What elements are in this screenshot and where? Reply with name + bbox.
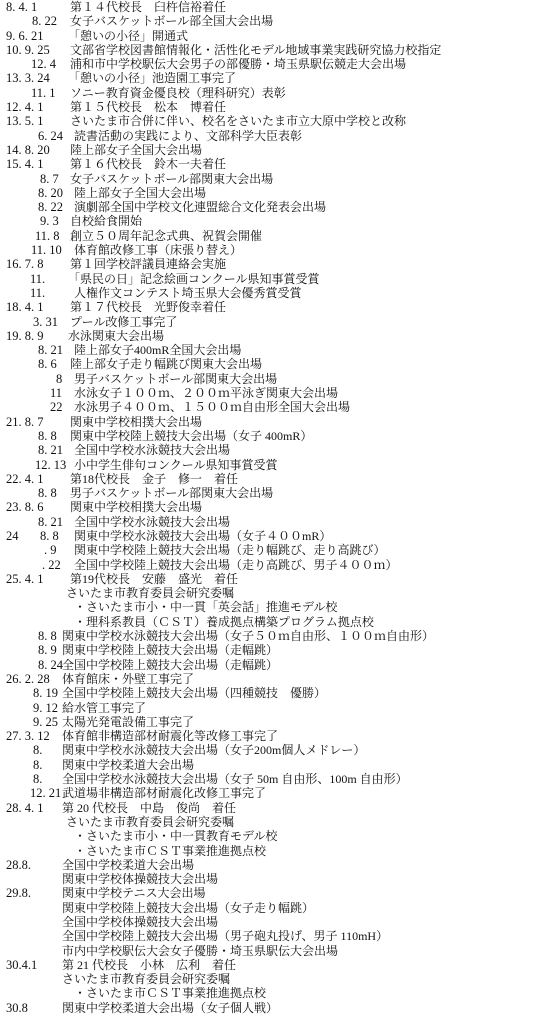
entry-date: 11 bbox=[50, 386, 63, 401]
history-entry bbox=[0, 815, 533, 829]
entry-text: 関東中学校水泳競技大会出場（女子200m個人メドレー） bbox=[62, 743, 366, 758]
history-entry bbox=[0, 343, 533, 357]
history-entry bbox=[0, 129, 533, 143]
history-entry bbox=[0, 229, 533, 243]
history-entry bbox=[0, 458, 533, 472]
entry-date: 8. 20 bbox=[38, 185, 63, 200]
entry-text: 「県民の日」記念絵画コンクール県知事賞受賞 bbox=[68, 271, 320, 286]
entry-text: 第１回学校評議員連絡会実施 bbox=[70, 257, 227, 272]
entry-text: 第19代校長 安藤 盛光 着任 bbox=[70, 571, 239, 586]
entry-date: 8. 19 bbox=[33, 686, 58, 701]
entry-text: 関東中学校柔道大会出場（女子個人戦） bbox=[62, 1000, 279, 1015]
entry-text: 自校給食開始 bbox=[70, 214, 143, 229]
history-entry bbox=[0, 486, 533, 500]
entry-text: 体育館床・外壁工事完了 bbox=[62, 671, 195, 686]
history-entry bbox=[0, 186, 533, 200]
entry-text: 第１７代校長 光野俊幸着任 bbox=[70, 300, 227, 315]
entry-text: さいたま市合併に伴い、校名をさいたま市立大原中学校と改称 bbox=[70, 114, 407, 129]
entry-text: さいたま市教育委員会研究委嘱 bbox=[66, 814, 235, 829]
entry-date: 19. 8. 9 bbox=[6, 328, 44, 343]
entry-text: 読書活動の実践により、文部科学大臣表彰 bbox=[74, 128, 303, 143]
entry-date: 8. 8 bbox=[40, 528, 59, 543]
entry-text: 給水管工事完了 bbox=[62, 700, 147, 715]
entry-text: 「憩いの小径」池造園工事完了 bbox=[68, 71, 237, 86]
entry-date: 8. 8 bbox=[38, 629, 57, 644]
history-entry bbox=[0, 257, 533, 271]
entry-text: 関東中学校水泳競技大会出場（女子４００mR） bbox=[74, 528, 332, 543]
history-entry bbox=[0, 57, 533, 71]
entry-text: 全国中学校陸上競技大会出場（男子砲丸投げ、男子 110mH） bbox=[62, 929, 389, 944]
entry-text: 全国中学校水泳競技大会出場（女子 50m 自由形、100m 自由形） bbox=[62, 772, 408, 787]
history-entry bbox=[0, 372, 533, 386]
history-entry bbox=[0, 844, 533, 858]
history-entry bbox=[0, 729, 533, 743]
history-entry bbox=[0, 172, 533, 186]
entry-date: 12. 21 bbox=[30, 786, 62, 801]
history-entry bbox=[0, 315, 533, 329]
history-entry bbox=[0, 543, 533, 557]
history-entry bbox=[0, 86, 533, 100]
history-entry bbox=[0, 829, 533, 843]
history-entry bbox=[0, 43, 533, 57]
entry-date: 11. bbox=[30, 285, 46, 300]
history-entry bbox=[0, 71, 533, 85]
entry-text: 市内中学校駅伝大会女子優勝・埼玉県駅伝大会出場 bbox=[62, 943, 339, 958]
entry-date: 11. 1 bbox=[31, 85, 56, 100]
history-entry bbox=[0, 643, 533, 657]
entry-year: 24 bbox=[6, 528, 19, 543]
history-entry bbox=[0, 500, 533, 514]
entry-text: 第 20 代校長 中島 俊尚 着任 bbox=[62, 800, 237, 815]
entry-text: 創立５０周年記念式典、祝賀会開催 bbox=[70, 228, 263, 243]
history-entry bbox=[0, 886, 533, 900]
entry-text: 第18代校長 金子 修一 着任 bbox=[70, 471, 239, 486]
entry-text: 関東中学校陸上競技大会出場（女子 400mR） bbox=[70, 428, 313, 443]
entry-text: 体育館非構造部材耐震化等改修工事完了 bbox=[62, 729, 279, 744]
entry-date: 27. 3. 12 bbox=[6, 729, 50, 744]
entry-text: 関東中学校陸上競技大会出場（走幅跳） bbox=[62, 643, 279, 658]
entry-text: 陸上部女子全国大会出場 bbox=[70, 142, 203, 157]
entry-date: 12. 4 bbox=[31, 57, 56, 72]
entry-date: 8. 9 bbox=[38, 643, 57, 658]
history-entry bbox=[0, 100, 533, 114]
entry-text: さいたま市教育委員会研究委嘱 bbox=[66, 586, 235, 601]
history-entry bbox=[0, 615, 533, 629]
history-entry bbox=[0, 986, 533, 1000]
history-entry bbox=[0, 14, 533, 28]
entry-text: プール改修工事完了 bbox=[70, 314, 178, 329]
entry-text: 陸上部女子400mR全国大会出場 bbox=[74, 343, 242, 358]
history-entry bbox=[0, 300, 533, 314]
history-entry bbox=[0, 157, 533, 171]
history-entry bbox=[0, 872, 533, 886]
entry-date: 10. 9. 25 bbox=[6, 42, 50, 57]
history-entry bbox=[0, 1001, 533, 1015]
entry-text: 関東中学校体操競技大会出場 bbox=[62, 872, 219, 887]
entry-date: 8. 21 bbox=[38, 514, 63, 529]
history-entry bbox=[0, 858, 533, 872]
entry-text: 水泳女子１００ｍ、２００ｍ平泳ぎ関東大会出場 bbox=[74, 386, 339, 401]
entry-text: ソニー教育資金優良校（理科研究）表彰 bbox=[70, 85, 286, 100]
entry-date: . 22 bbox=[42, 557, 61, 572]
entry-text: 関東中学校テニス大会出場 bbox=[62, 886, 206, 901]
entry-date: 8. 21 bbox=[38, 443, 63, 458]
entry-text: ・さいたま市小・中一貫教育モデル校 bbox=[74, 829, 278, 844]
entry-text: さいたま市教育委員会研究委嘱 bbox=[62, 972, 231, 987]
entry-date: 9. 12 bbox=[33, 700, 58, 715]
entry-date: 14. 8. 20 bbox=[6, 142, 50, 157]
entry-date: 16. 7. 8 bbox=[6, 257, 44, 272]
history-entry bbox=[0, 143, 533, 157]
entry-date: 25. 4. 1 bbox=[6, 571, 44, 586]
entry-text: 陸上部女子全国大会出場 bbox=[74, 185, 207, 200]
entry-date: 8. 7 bbox=[40, 171, 59, 186]
history-entry bbox=[0, 772, 533, 786]
history-entry bbox=[0, 715, 533, 729]
history-entry bbox=[0, 572, 533, 586]
entry-text: 全国中学校陸上競技大会出場（走り高跳び、男子４００ｍ） bbox=[74, 557, 398, 572]
history-entry bbox=[0, 357, 533, 371]
history-entry bbox=[0, 944, 533, 958]
entry-date: 8. 22 bbox=[32, 14, 57, 29]
entry-date: 26. 2. 28 bbox=[6, 671, 50, 686]
entry-date: 28. 4. 1 bbox=[6, 800, 44, 815]
entry-text: ・さいたま市小・中一貫「英会話」推進モデル校 bbox=[74, 600, 338, 615]
entry-date: 11. bbox=[30, 271, 46, 286]
entry-text: 「憩いの小径」開通式 bbox=[68, 28, 189, 43]
history-entry bbox=[0, 400, 533, 414]
history-entry bbox=[0, 901, 533, 915]
history-entry bbox=[0, 786, 533, 800]
entry-text: 関東中学校相撲大会出場 bbox=[70, 500, 203, 515]
history-entry bbox=[0, 958, 533, 972]
entry-date: 8. bbox=[33, 743, 43, 758]
entry-date: 13. 3. 24 bbox=[6, 71, 50, 86]
entry-text: 水泳関東大会出場 bbox=[68, 328, 165, 343]
entry-date: 8. 8 bbox=[38, 486, 57, 501]
history-entry bbox=[0, 743, 533, 757]
entry-date: 8. 21 bbox=[38, 343, 63, 358]
entry-text: 男子バスケットボール部関東大会出場 bbox=[70, 486, 274, 501]
entry-text: 浦和市中学校駅伝大会男子の部優勝・埼玉県駅伝競走大会出場 bbox=[70, 57, 407, 72]
entry-text: 全国中学校水泳競技大会出場 bbox=[74, 514, 231, 529]
entry-text: 全国中学校体操競技大会出場 bbox=[62, 915, 219, 929]
history-entry bbox=[0, 558, 533, 572]
history-entry bbox=[0, 658, 533, 672]
entry-date: 23. 8. 6 bbox=[6, 500, 44, 515]
entry-date: 6. 24 bbox=[38, 128, 63, 143]
entry-text: 関東中学校陸上競技大会出場（女子走り幅跳） bbox=[62, 900, 315, 915]
entry-text: 関東中学校相撲大会出場 bbox=[70, 414, 203, 429]
entry-date: 18. 4. 1 bbox=[6, 300, 44, 315]
history-entry bbox=[0, 515, 533, 529]
history-entry bbox=[0, 600, 533, 614]
entry-text: 女子バスケットボール部全国大会出場 bbox=[70, 14, 274, 29]
history-entry bbox=[0, 200, 533, 214]
entry-date: 30.8 bbox=[6, 1000, 28, 1015]
entry-text: 陸上部女子走り幅跳び関東大会出場 bbox=[70, 357, 263, 372]
entry-date: 12. 4. 1 bbox=[6, 100, 44, 115]
entry-date: 3. 31 bbox=[33, 314, 58, 329]
entry-date: 9. 3 bbox=[40, 214, 59, 229]
entry-date: 8. 4. 1 bbox=[6, 0, 38, 14]
entry-text: 女子バスケットボール部関東大会出場 bbox=[70, 171, 274, 186]
history-entry bbox=[0, 272, 533, 286]
entry-text: 第 21 代校長 小林 広利 着任 bbox=[62, 957, 237, 972]
entry-date: 8. bbox=[33, 757, 43, 772]
history-entry bbox=[0, 329, 533, 343]
history-entry bbox=[0, 472, 533, 486]
entry-text: 全国中学校水泳競技大会出場 bbox=[74, 443, 231, 458]
entry-text: 第１５代校長 松本 博着任 bbox=[70, 100, 227, 115]
history-entry bbox=[0, 386, 533, 400]
entry-text: 全国中学校柔道大会出場 bbox=[62, 857, 195, 872]
entry-text: ・さいたま市ＣＳＴ事業推進拠点校 bbox=[74, 843, 267, 858]
history-entry bbox=[0, 114, 533, 128]
history-entry bbox=[0, 286, 533, 300]
entry-date: 22 bbox=[50, 400, 63, 415]
entry-date: 28.8. bbox=[6, 857, 31, 872]
entry-date: 22. 4. 1 bbox=[6, 471, 44, 486]
entry-date: 8. 8 bbox=[38, 428, 57, 443]
history-entry bbox=[0, 443, 533, 457]
entry-date: 11. 8 bbox=[35, 228, 60, 243]
history-entry bbox=[0, 529, 533, 543]
history-entry bbox=[0, 586, 533, 600]
entry-text: 関東中学校水泳競技大会出場（女子５０ｍ自由形、１００ｍ自由形） bbox=[62, 629, 435, 644]
entry-text: ・さいたま市ＣＳＴ事業推進拠点校 bbox=[74, 986, 267, 1001]
entry-text: 演劇部全国中学校文化連盟総合文化発表会出場 bbox=[74, 200, 327, 215]
history-entry bbox=[0, 415, 533, 429]
entry-text: 男子バスケットボール部関東大会出場 bbox=[74, 371, 278, 386]
history-entry bbox=[0, 929, 533, 943]
history-entry bbox=[0, 686, 533, 700]
entry-date: 30.4.1 bbox=[6, 957, 38, 972]
entry-date: 13. 5. 1 bbox=[6, 114, 44, 129]
history-entry bbox=[0, 915, 533, 929]
entry-date: 11. 10 bbox=[31, 243, 62, 258]
entry-text: 第１４代校長 臼杵信裕着任 bbox=[70, 0, 227, 14]
entry-date: 12. 13 bbox=[35, 457, 67, 472]
entry-text: 小中学生俳句コンクール県知事賞受賞 bbox=[74, 457, 278, 472]
history-entry bbox=[0, 0, 533, 14]
history-entry bbox=[0, 629, 533, 643]
entry-date: 9. 25 bbox=[33, 714, 58, 729]
entry-text: 水泳男子４００ｍ、１５００ｍ自由形全国大会出場 bbox=[74, 400, 351, 415]
entry-date: 8. 24 bbox=[38, 657, 63, 672]
entry-text: 人権作文コンテスト埼玉県大会優秀賞受賞 bbox=[74, 285, 302, 300]
history-entry bbox=[0, 429, 533, 443]
entry-text: ・理科系教員（ＣＳＴ）養成拠点構築プログラム拠点校 bbox=[74, 614, 374, 629]
entry-date: 8 bbox=[56, 371, 63, 386]
entry-text: 第１６代校長 鈴木一夫着任 bbox=[70, 157, 227, 172]
entry-date: 9. 6. 21 bbox=[6, 28, 44, 43]
history-entry bbox=[0, 29, 533, 43]
entry-text: 体育館改修工事（床張り替え） bbox=[74, 243, 243, 258]
history-entry bbox=[0, 214, 533, 228]
history-entry bbox=[0, 672, 533, 686]
entry-date: 29.8. bbox=[6, 886, 31, 901]
history-entry bbox=[0, 801, 533, 815]
history-entry bbox=[0, 758, 533, 772]
history-entry bbox=[0, 701, 533, 715]
entry-text: 関東中学校陸上競技大会出場（走り幅跳び、走り高跳び） bbox=[74, 543, 386, 558]
entry-text: 関東中学校柔道大会出場 bbox=[62, 757, 195, 772]
entry-text: 武道場非構造部材耐震化改修工事完了 bbox=[62, 786, 267, 801]
entry-date: . 9 bbox=[44, 543, 57, 558]
entry-date: 8. 22 bbox=[38, 200, 63, 215]
entry-text: 文部省学校図書館情報化・活性化モデル地域事業実践研究協力校指定 bbox=[70, 42, 442, 57]
history-entry bbox=[0, 243, 533, 257]
entry-text: 全国中学校陸上競技大会出場（四種競技 優勝） bbox=[62, 686, 327, 701]
entry-date: 8. 6 bbox=[38, 357, 57, 372]
history-entry bbox=[0, 972, 533, 986]
entry-text: 全国中学校陸上競技大会出場（走幅跳） bbox=[62, 657, 279, 672]
entry-date: 15. 4. 1 bbox=[6, 157, 44, 172]
entry-text: 太陽光発電設備工事完了 bbox=[62, 714, 195, 729]
entry-date: 21. 8. 7 bbox=[6, 414, 44, 429]
entry-date: 8. bbox=[33, 772, 43, 787]
